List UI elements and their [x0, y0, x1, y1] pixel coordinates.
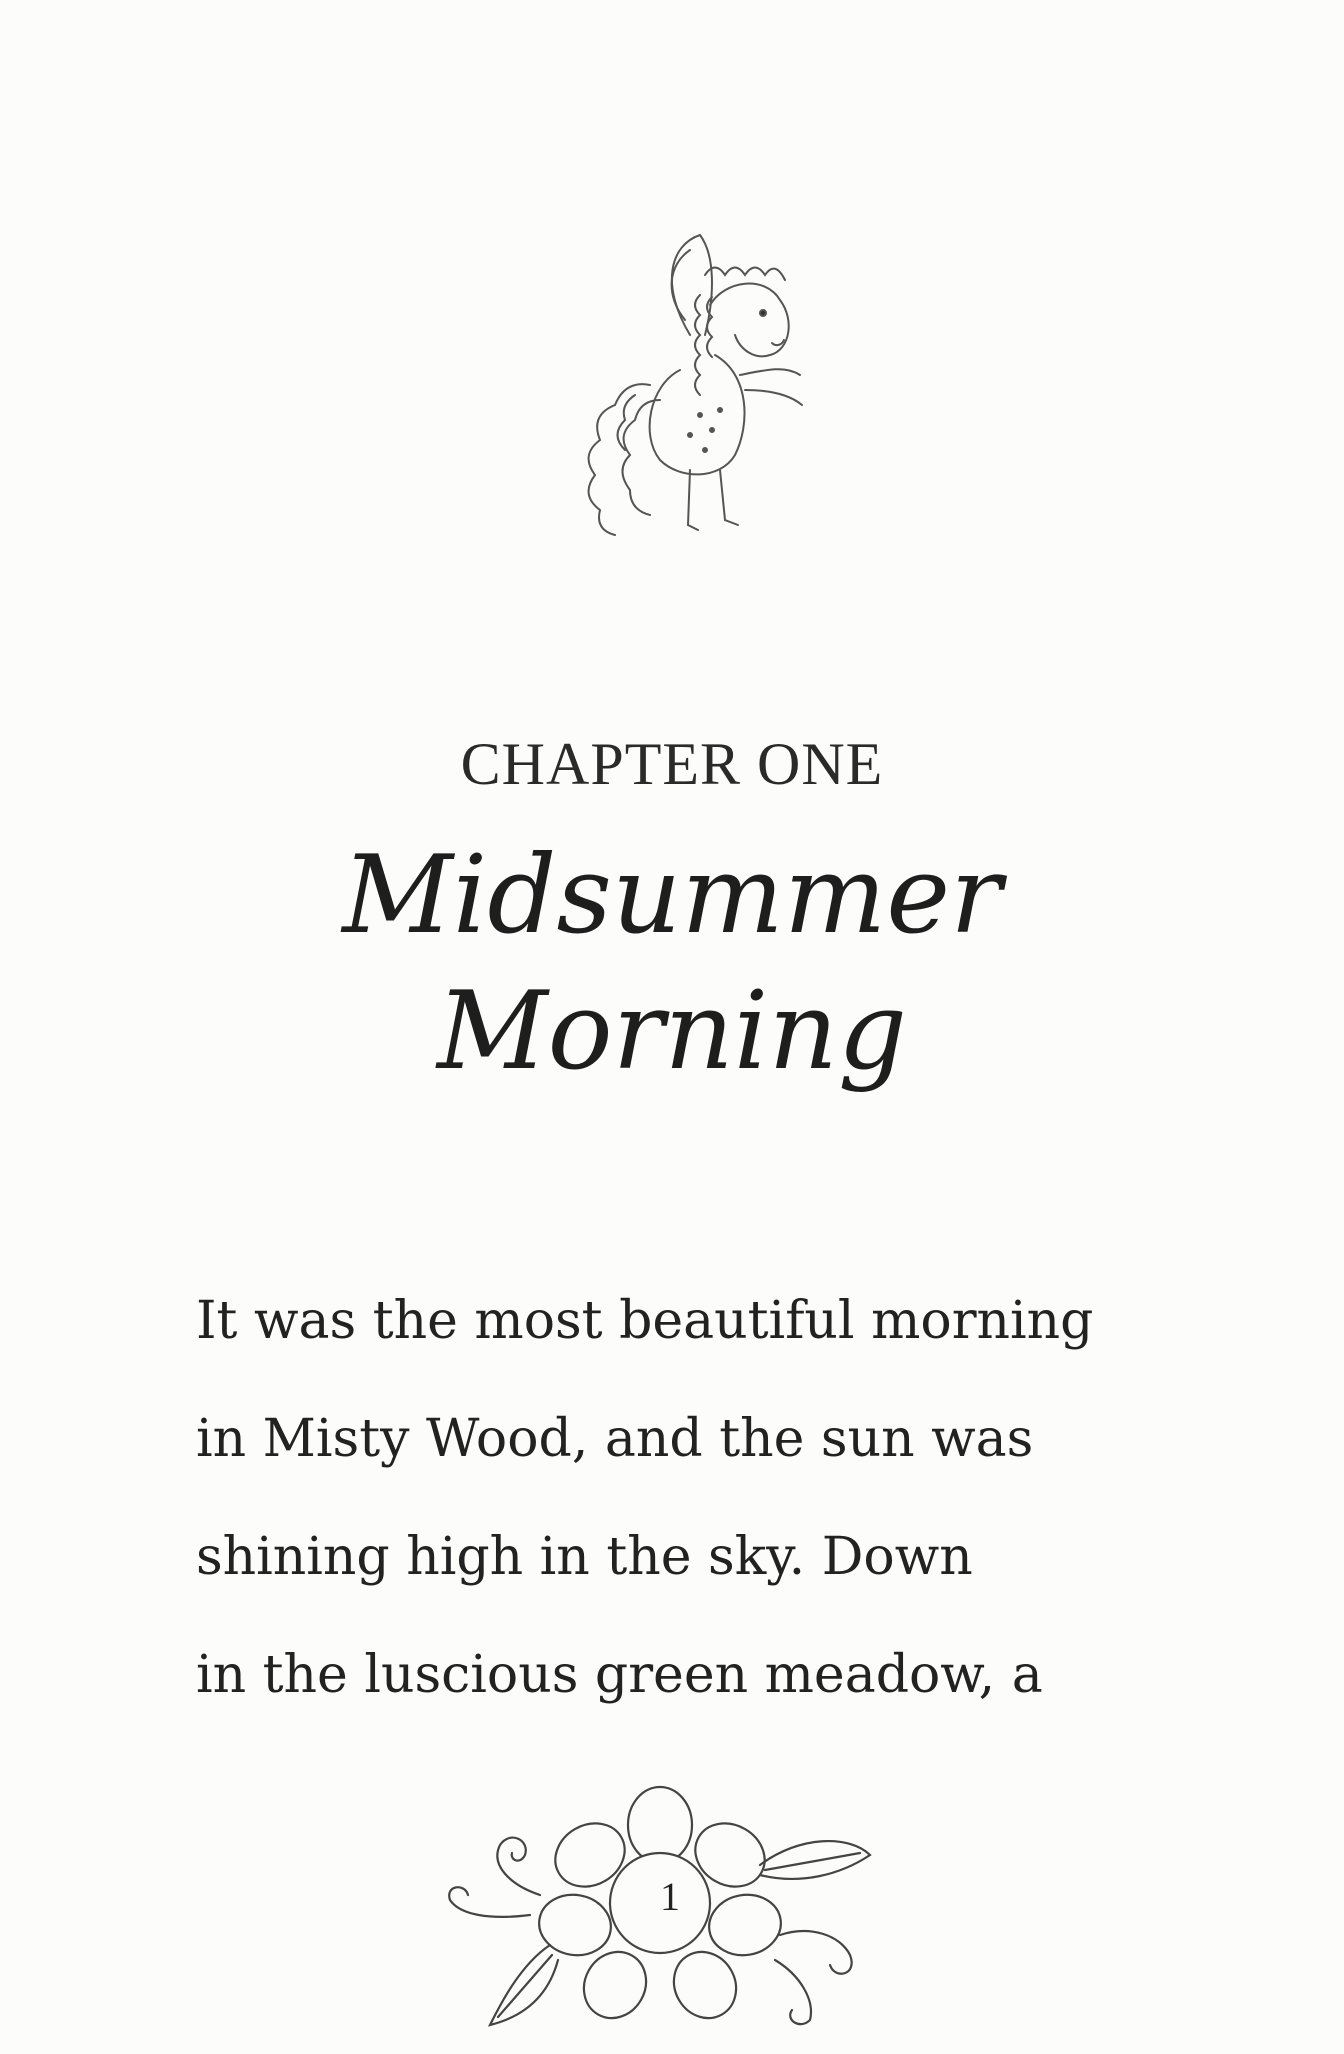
chapter-title-line-1: Midsummer: [342, 833, 1002, 958]
chapter-title-line-2: Morning: [436, 969, 908, 1094]
chapter-title: [0, 828, 1344, 1100]
body-line: It was the most beautiful morning: [196, 1291, 1094, 1351]
body-line: shining high in the sky. Down: [196, 1527, 973, 1587]
body-paragraph: [196, 1262, 1196, 1734]
page-number: 1: [660, 1874, 680, 1919]
body-line: in Misty Wood, and the sun was: [196, 1409, 1034, 1469]
body-line: in the luscious green meadow, a: [196, 1645, 1043, 1705]
pony-illustration: [540, 225, 850, 575]
chapter-label: CHAPTER ONE: [460, 731, 884, 797]
